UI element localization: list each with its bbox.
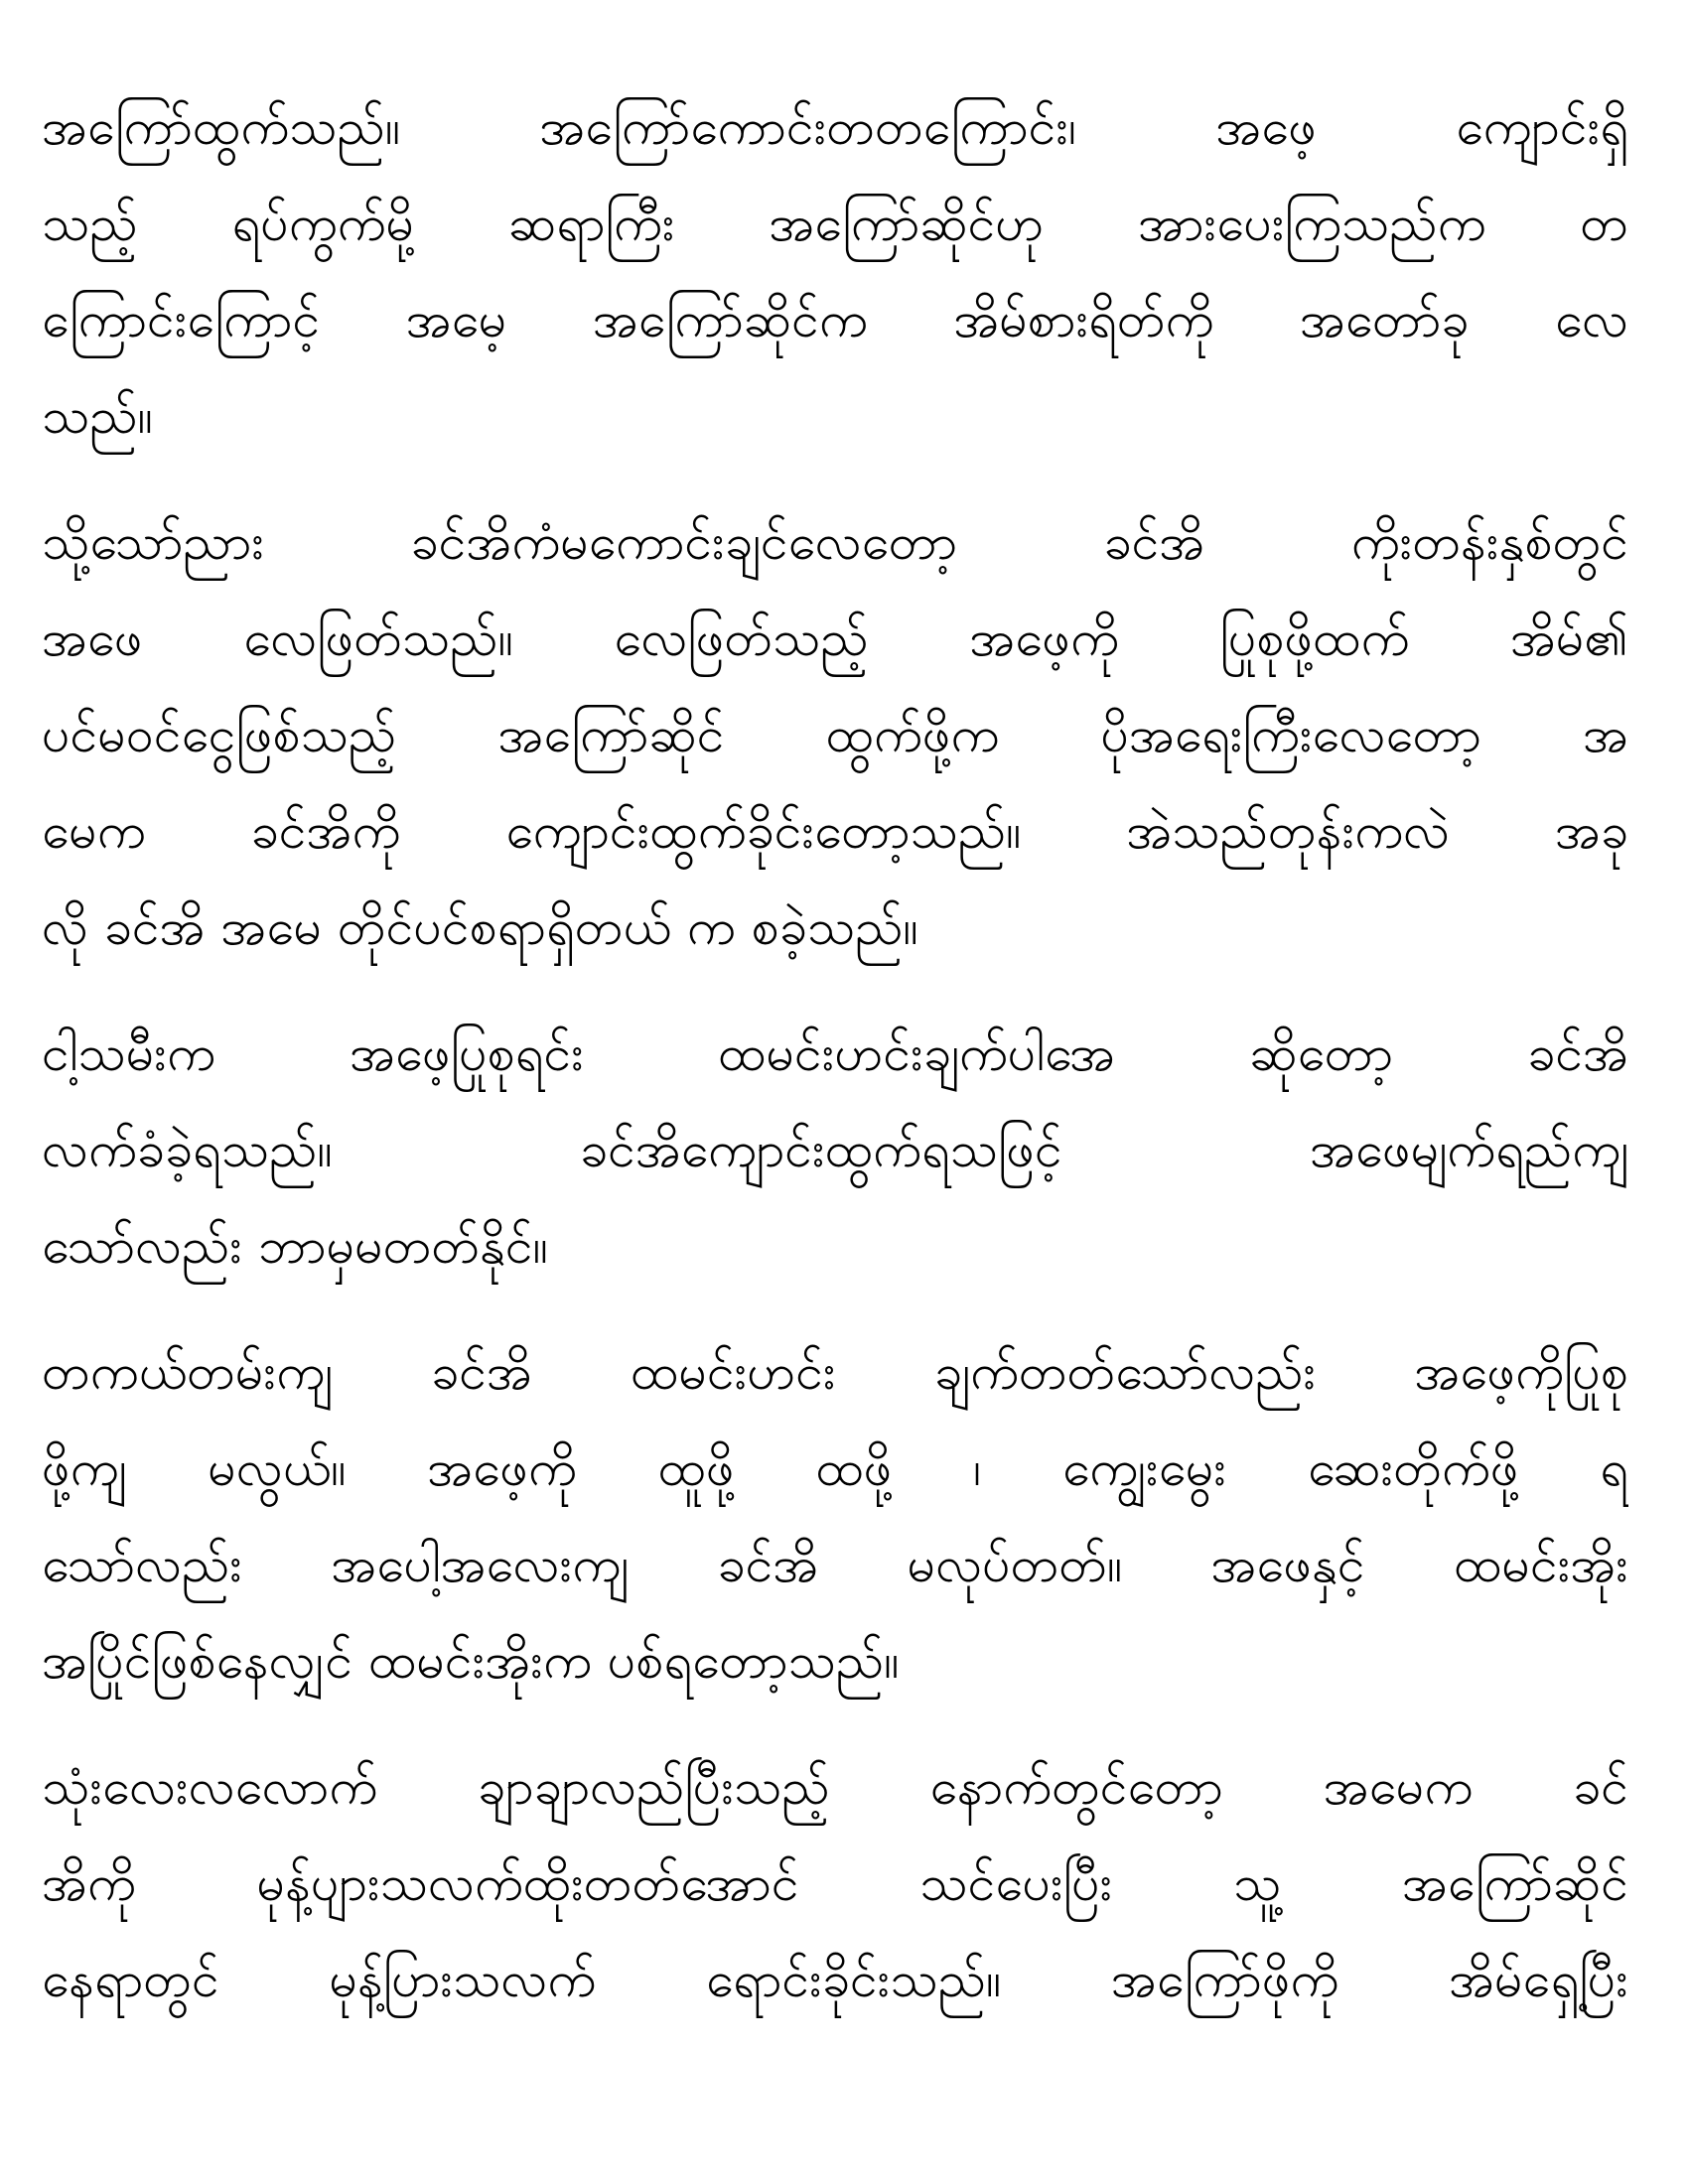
text-line: သည်။	[42, 387, 153, 445]
text-line: တကယ်တမ်းကျ ခင်အိ ထမင်းဟင်း ချက်တတ်သော်လည်း အဖေ့ကိုပြုစု	[42, 1343, 1628, 1401]
text-line: သော်လည်း အပေါ့အလေးကျ ခင်အိ မလုပ်တတ်။ အဖေနှင့် ထမင်းအိုး	[42, 1536, 1628, 1593]
text-line: အဖေ လေဖြတ်သည်။ လေဖြတ်သည့် အဖေ့ကို ပြုစုဖို့ထက် အိမ်၏	[42, 610, 1628, 667]
text-line: သော်လည်း ဘာမှမတတ်နိုင်။	[42, 1217, 548, 1275]
text-line: ဖို့ကျ မလွယ်။ အဖေ့ကို ထူဖို့ ထဖို့ ၊ ကျွေးမွေး ဆေးတိုက်ဖို့ ရ	[42, 1439, 1628, 1497]
paragraph-3	[42, 1006, 1628, 1295]
paragraph-5	[42, 1739, 1628, 2028]
paragraph-1	[42, 79, 1628, 465]
text-line: အကြော်ထွက်သည်။ အကြော်ကောင်းတတကြောင်း၊ အဖေ့ ကျောင်းရှိ	[42, 98, 1628, 156]
text-line: သို့သော်ညား ခင်အိကံမကောင်းချင်လေတော့ ခင်အိ ကိုးတန်းနှစ်တွင်	[42, 513, 1628, 571]
text-line: အိကို မုန့်ပျားသလက်ထိုးတတ်အောင် သင်ပေးပြီး သူ့ အကြော်ဆိုင်	[42, 1854, 1628, 1912]
text-line: သည့် ရပ်ကွက်မို့ ဆရာကြီး အကြော်ဆိုင်ဟု အားပေးကြသည်က တ	[42, 195, 1628, 252]
text-line: ငါ့သမီးက အဖေ့ပြုစုရင်း ထမင်းဟင်းချက်ပါအေ ဆိုတော့ ခင်အိ	[42, 1024, 1628, 1082]
text-line: မေက ခင်အိကို ကျောင်းထွက်ခိုင်းတော့သည်။ အဲသည်တုန်းကလဲ အခု	[42, 802, 1628, 860]
paragraph-2	[42, 494, 1628, 976]
text-line: အပြိုင်ဖြစ်နေလျှင် ထမင်းအိုးက ပစ်ရတော့သည်။	[42, 1632, 900, 1690]
text-line: ကြောင်းကြောင့် အမေ့ အကြော်ဆိုင်က အိမ်စားရိတ်ကို အတော်ခု လေ	[42, 291, 1628, 348]
text-line: သုံးလေးလလောက် ချာချာလည်ပြီးသည့် နောက်တွင်တော့ အမေက ခင်	[42, 1758, 1628, 1816]
paragraph-4	[42, 1324, 1628, 1709]
text-line: ပင်မဝင်ငွေဖြစ်သည့် အကြော်ဆိုင် ထွက်ဖို့က ပိုအရေးကြီးလေတော့ အ	[42, 706, 1628, 763]
text-line: နေရာတွင် မုန့်ပြားသလက် ရောင်းခိုင်းသည်။ အကြော်ဖိုကို အိမ်ရှေ့ပြီး	[42, 1951, 1628, 2008]
text-line: လို ခင်အိ အမေ တိုင်ပင်စရာရှိတယ် က စခဲ့သည်။	[42, 898, 918, 956]
text-line: လက်ခံခဲ့ရသည်။ ခင်အိကျောင်းထွက်ရသဖြင့် အဖေမျက်ရည်ကျ	[42, 1121, 1628, 1178]
